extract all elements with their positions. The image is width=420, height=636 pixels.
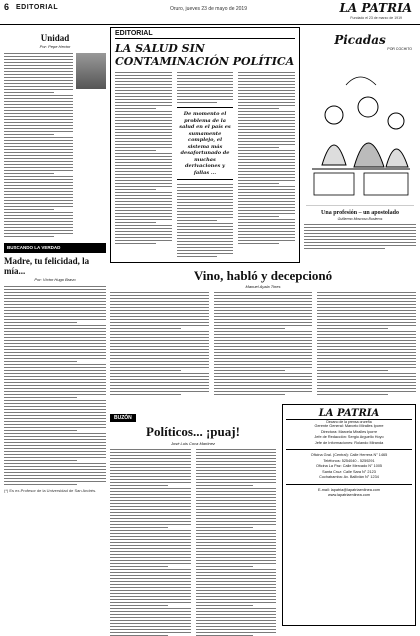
left-column [4,27,106,627]
opinion-byline: Manuel Ayala Tines [245,284,281,289]
politicos-headline: Políticos... ¡puaj! [146,424,240,439]
page-number: 6 [4,2,10,12]
madre-text [4,286,106,485]
picadas-logo: Picadas [334,33,386,47]
politicos-byline: José Luis Coca Martínez [170,441,216,446]
unidad-author: Por: Pepe Hector [39,44,71,49]
editorial-headline: LA SALUD SIN CONTAMINACIÓN POLÍTICA [115,42,295,68]
masthead-divider [286,449,412,450]
editorial-tag: EDITORIAL [115,30,295,39]
unidad-text [4,53,73,237]
masthead-row: Oficina La Paz: Calle Mercado N° 1005 [315,464,383,468]
author-photo [76,53,106,89]
masthead-row: Oficina Gral. (Central): Calle Herrera N° 1465 [310,453,388,457]
opinion-text-col-3 [317,292,416,395]
masthead-subtitle: Decano de la prensa orureña [326,420,372,424]
editorial-section [110,27,300,263]
page-header [0,0,420,25]
editorial-box [110,27,300,263]
logo-tagline: Fundado el 23 de marzo de 1919 [350,16,402,20]
opinion-text-col-2 [214,292,313,395]
masthead-logo: LA PATRIA [286,408,412,420]
editorial-pullquote: De momento el problema de la salud en el país es sumamente complejo, el sistema más desafortunado de muchas derivaciones y fallas ... [177,107,234,180]
unidad-headline: Unidad [40,33,70,43]
editorial-text-col-1 [115,72,172,257]
politicos-article [110,404,276,626]
cartoon-caption: Una profesión – un apostolado [321,210,399,216]
masthead-row: Jefe de Informaciones: Rolando Miranda [314,440,384,445]
madre-author: Por: Víctor Hugo Bravo [34,277,76,282]
masthead-row: E-mail: lapatria@lapatriaenlinea.com [317,487,381,492]
opinion-text-col-1 [110,292,209,395]
masthead-row: Cochabamba: Av. Ballivián N° 1234 [319,475,379,479]
masthead-row: Gerente General: Marcelo Miralles Iporre [314,424,384,428]
masthead-row: Jefe de Redacción: Sergio Arguello Hoyo [314,435,384,439]
masthead-row: Teléfonos: 5254040 - 5259291 [323,458,375,463]
editorial-text-col-2 [177,72,234,103]
politicos-text-col-1 [110,449,191,636]
madre-footnote: (*) Es ex-Profesor de la Universidad de San Andrés. [4,488,97,493]
cartoon-text [304,224,416,249]
cartoonist-credit: POR COCHITO [387,47,412,51]
section-bar: BUSCANDO LA VERDAD [4,243,106,253]
opinion-article [110,268,416,400]
section-label: EDITORIAL [16,4,59,11]
editorial-text-col-2b [177,184,234,257]
masthead-details [286,424,412,499]
cartoon-illustration [306,55,414,206]
cartoon-section [304,27,416,263]
masthead-divider [286,484,412,485]
opinion-headline: Vino, habló y decepcionó [193,268,333,283]
caption-author: Guillermo Moscoso Busteros [337,217,383,221]
masthead-row: Santa Cruz: Calle Sara N° 2123 [322,469,376,474]
masthead-row: Directora: Marcela Miralles Iporre [320,429,378,434]
newspaper-logo: LA PATRIA [339,1,412,15]
politicos-text-col-2 [196,449,277,636]
masthead-box [282,404,416,626]
issue-date: Oruro, jueves 23 de mayo de 2019 [170,6,247,12]
masthead-row: www.lapatriaenlinea.com [328,493,370,497]
unidad-body [4,53,106,237]
madre-headline: Madre, tu felicidad, la mía... [4,256,90,276]
buzon-tag: BUZÓN [110,414,136,422]
editorial-text-col-3 [238,72,295,257]
